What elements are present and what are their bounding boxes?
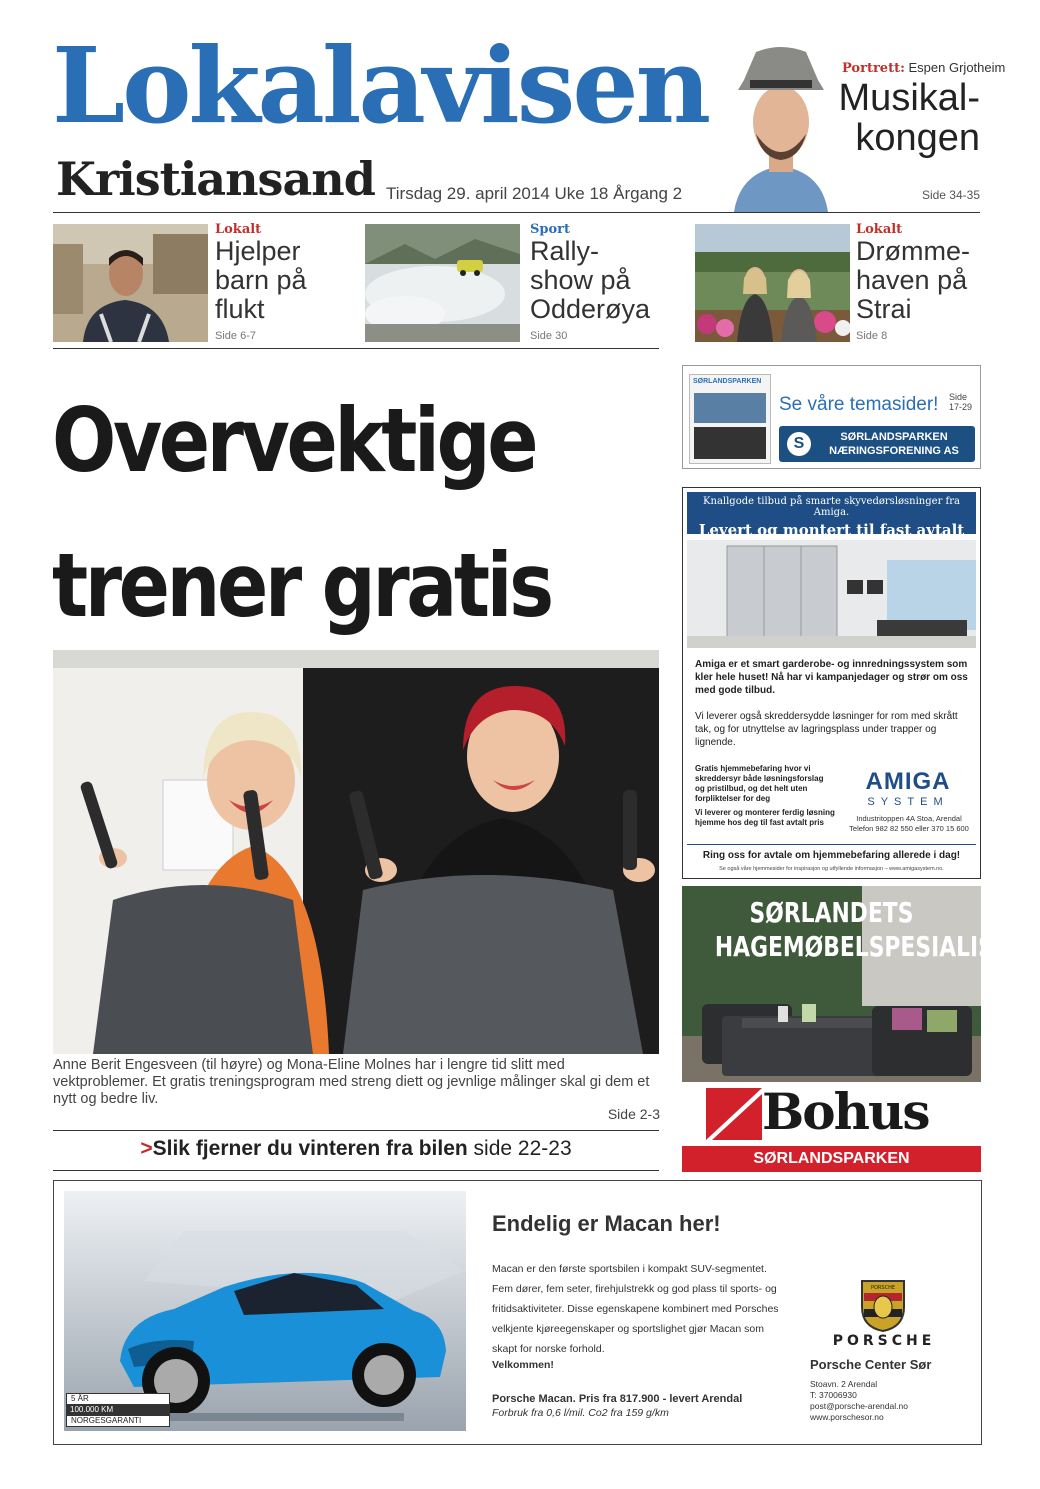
teaser-divider <box>53 348 659 349</box>
teaser-title-line: Drømme- <box>856 236 970 266</box>
bottom-teaser-text: Slik fjerner du vinteren fra bilen <box>152 1137 468 1160</box>
bohus-location: SØRLANDSPARKEN <box>682 1146 981 1172</box>
amiga-brand: AMIGA <box>865 768 951 795</box>
portrait-title-line: Musikal- <box>838 77 980 119</box>
main-photo-caption: Anne Berit Engesveen (til høyre) og Mona-Eline Molnes har i lengre tid slitt med vektproblemer. Et gratis treningsprogram med streng diett og jevnlige målinger skal gi dem et nytt og bedre liv. <box>53 1057 650 1107</box>
teaser-title-line: flukt <box>215 294 265 324</box>
teaser-title-line: Rally- <box>530 236 600 266</box>
teaser-kicker: Sport <box>530 222 571 237</box>
headline-line: trener gratis <box>52 534 551 637</box>
portrait-title[interactable] <box>820 78 980 158</box>
porsche-headline: Endelig er Macan her! <box>492 1211 721 1236</box>
porsche-consumption: Forbruk fra 0,6 l/mil. Co2 fra 159 g/km <box>492 1407 669 1419</box>
bottom-teaser-bottom-rule <box>53 1170 659 1171</box>
porsche-contact <box>810 1379 908 1423</box>
org-name <box>819 430 969 458</box>
main-headline[interactable] <box>52 368 577 658</box>
teaser-title-line: Hjelper <box>215 236 301 266</box>
porsche-price: Porsche Macan. Pris fra 817.900 - levert Arendal <box>492 1393 743 1405</box>
bohus-slogan <box>714 896 1009 964</box>
amiga-address: Industritoppen 4A Stoa, Arendal <box>856 814 962 823</box>
amiga-small-print: Se også våre hjemmesider for inspirasjon og utfyllende informasjon – www.amigasystem.no. <box>719 866 944 872</box>
caption-page-ref: Side 2-3 <box>607 1106 660 1122</box>
portrait-title-line: kongen <box>855 117 980 159</box>
porsche-wordmark: PORSCHE <box>832 1333 936 1349</box>
porsche-crest-text: PORSCHE <box>870 1285 896 1291</box>
org-name-line: NÆRINGSFORENING AS <box>829 445 959 457</box>
porsche-welcome: Velkommen! <box>492 1359 554 1371</box>
org-banner <box>779 426 975 462</box>
teaser-2[interactable] <box>530 222 680 342</box>
dateline: Tirsdag 29. april 2014 Uke 18 Årgang 2 <box>386 184 683 203</box>
amiga-header <box>687 492 976 539</box>
guarantee-line: 100.000 KM <box>66 1405 170 1415</box>
amiga-contact <box>839 814 979 834</box>
masthead-city: Kristiansand <box>56 152 375 206</box>
porsche-contact-line: Stoavn. 2 Arendal <box>810 1379 878 1389</box>
ad-bohus[interactable] <box>682 886 1009 1172</box>
bohus-brand-panel <box>682 1082 981 1146</box>
porsche-contact-website[interactable]: www.porschesor.no <box>810 1412 884 1422</box>
amiga-logo <box>843 768 973 808</box>
headline-line: Overvektige <box>52 389 536 492</box>
bottom-teaser-top-rule <box>53 1130 659 1131</box>
portrait-kicker-name: Espen Grjotheim <box>908 60 1006 75</box>
bohus-slogan-line: SØRLANDETS <box>749 896 914 929</box>
teaser-page-ref: Side 6-7 <box>215 330 256 342</box>
ad-amiga[interactable] <box>682 487 981 879</box>
amiga-cta: Ring oss for avtale om hjemmebefaring allerede i dag! <box>702 850 961 861</box>
teaser-photo-refugee-child[interactable] <box>53 224 208 342</box>
guarantee-line: NORGESGARANTI <box>66 1415 170 1427</box>
portrait-kicker <box>842 60 1005 76</box>
masthead-logo: Lokalavisen <box>52 24 709 147</box>
amiga-bullet: Vi leverer og monterer ferdig løsning hjemme hos deg til fast avtalt pris <box>695 808 835 827</box>
ad-side-ref: Side 17-29 <box>949 392 973 412</box>
teaser-photo-garden[interactable] <box>695 224 850 342</box>
ad-porsche[interactable] <box>53 1180 982 1445</box>
mini-newspaper-logo: SØRLANDSPARKEN <box>693 378 762 385</box>
portrait-kicker-label: Portrett: <box>842 61 905 76</box>
porsche-contact-line: T: 37006930 <box>810 1390 857 1400</box>
org-logo-icon: S <box>787 432 811 456</box>
porsche-crest-icon <box>860 1277 906 1333</box>
bohus-brand: Bohus <box>762 1082 929 1141</box>
amiga-para-2: Vi leverer også skreddersydde løsninger for rom med skrått tak, og for utnyttelse av lagringsplass under trapper og lignende. <box>695 711 958 748</box>
bohus-slogan-line: HAGEMØBELSPESIALIST <box>714 930 1009 963</box>
teaser-page-ref: Side 30 <box>530 330 568 342</box>
amiga-brand-sub: SYSTEM <box>867 796 949 808</box>
teaser-kicker: Lokalt <box>856 222 903 237</box>
teaser-kicker: Lokalt <box>215 222 262 237</box>
amiga-top-text: Knallgode tilbud på smarte skyvedørsløsninger fra Amiga. <box>703 496 960 518</box>
porsche-dealer: Porsche Center Sør <box>810 1357 932 1372</box>
guarantee-badge <box>66 1393 170 1427</box>
bottom-teaser-page: side 22-23 <box>467 1137 572 1160</box>
guarantee-line: 5 ÅR <box>66 1393 170 1405</box>
amiga-para-1: Amiga er et smart garderobe- og innredningssystem som kler hele huset! Nå har vi kampanjedager og strør om oss med gode tilbud. <box>695 659 968 696</box>
teaser-3[interactable] <box>856 222 986 342</box>
amiga-phone: Telefon 982 82 550 eller 370 15 600 <box>849 824 969 833</box>
org-name-line: SØRLANDSPARKEN <box>840 431 948 443</box>
ad-headline: Se våre temasider! <box>779 394 939 415</box>
teaser-title-line: Strai <box>856 294 912 324</box>
amiga-bullets <box>695 764 835 828</box>
porsche-contact-email[interactable]: post@porsche-arendal.no <box>810 1401 908 1411</box>
teaser-page-ref: Side 8 <box>856 330 888 342</box>
teaser-title-line: barn på <box>215 265 307 295</box>
bohus-logo-mark <box>706 1088 762 1140</box>
arrow-icon: > <box>140 1137 153 1160</box>
portrait-page-ref: Side 34-35 <box>921 188 980 202</box>
amiga-wardrobe-photo <box>687 540 976 648</box>
amiga-headline: Levert og montert til fast avtalt <box>698 521 965 539</box>
ad-sorlandsparken[interactable] <box>682 365 981 469</box>
teaser-title-line: haven på <box>856 265 968 295</box>
teaser-photo-rally[interactable] <box>365 224 520 342</box>
masthead-divider <box>53 212 980 213</box>
teaser-title-line: Odderøya <box>530 294 651 324</box>
amiga-bullet: Gratis hjemmebefaring hvor vi skreddersyr både løsningsforslag og pristilbud, og det helt uten forpliktelser for deg <box>695 764 824 803</box>
bottom-teaser[interactable] <box>53 1137 659 1161</box>
porsche-body: Macan er den første sportsbilen i kompakt SUV-segmentet. Fem dører, fem seter, firehjulstrekk og god plass til sports- og fritidsaktiviteter. Disse egenskapene kombinert med Porsches velkjente kjøreegenskaper og sportslighet gjør Macan som skapt for norske forhold. <box>492 1263 779 1355</box>
mini-newspaper <box>689 374 771 464</box>
main-photo-exercise[interactable] <box>53 650 659 1054</box>
teaser-1[interactable] <box>215 222 355 342</box>
teaser-title-line: show på <box>530 265 631 295</box>
